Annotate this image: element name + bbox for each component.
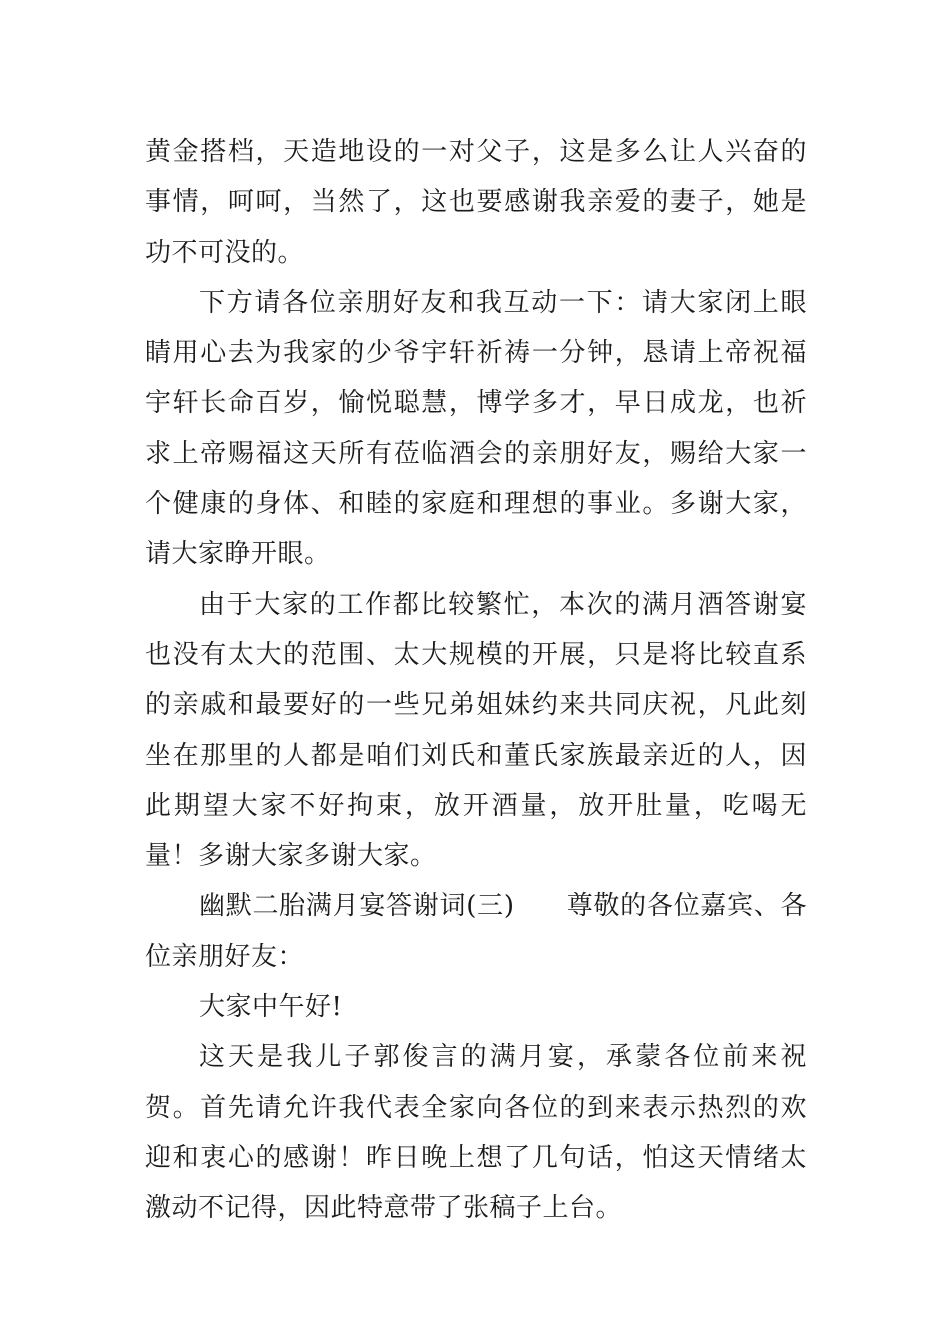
paragraph-3: 由于大家的工作都比较繁忙，本次的满月酒答谢宴也没有太大的范围、太大规模的开展，只是将比较直系的亲戚和最要好的一些兄弟姐妹约来共同庆祝，凡此刻坐在那里的人都是咱们刘氏和董氏家族最亲近的人，因此期望大家不好拘束，放开酒量，放开肚量，吃喝无量！多谢大家多谢大家。	[145, 589, 807, 872]
paragraph-6: 这天是我儿子郭俊言的满月宴，承蒙各位前来祝贺。首先请允许我代表全家向各位的到来表示热烈的欢迎和衷心的感谢！昨日晚上想了几句话，怕这天情绪太激动不记得，因此特意带了张稿子上台。	[145, 1042, 807, 1224]
document-body	[145, 127, 807, 1234]
paragraph-1: 黄金搭档，天造地设的一对父子，这是多么让人兴奋的事情，呵呵，当然了，这也要感谢我亲爱的妻子，她是功不可没的。	[145, 137, 807, 268]
paragraph-2: 下方请各位亲朋好友和我互动一下：请大家闭上眼睛用心去为我家的少爷宇轩祈祷一分钟，恳请上帝祝福宇轩长命百岁，愉悦聪慧，博学多才，早日成龙，也祈求上帝赐福这天所有莅临酒会的亲朋好友，赐给大家一个健康的身体、和睦的家庭和理想的事业。多谢大家，请大家睁开眼。	[145, 287, 807, 570]
salutation: 尊敬的各位嘉宾、各位亲朋好友：	[145, 891, 807, 972]
paragraph-5: 大家中午好!	[199, 992, 343, 1023]
section-heading: 幽默二胎满月宴答谢词(三)	[199, 891, 515, 922]
paragraph-4	[145, 881, 807, 982]
